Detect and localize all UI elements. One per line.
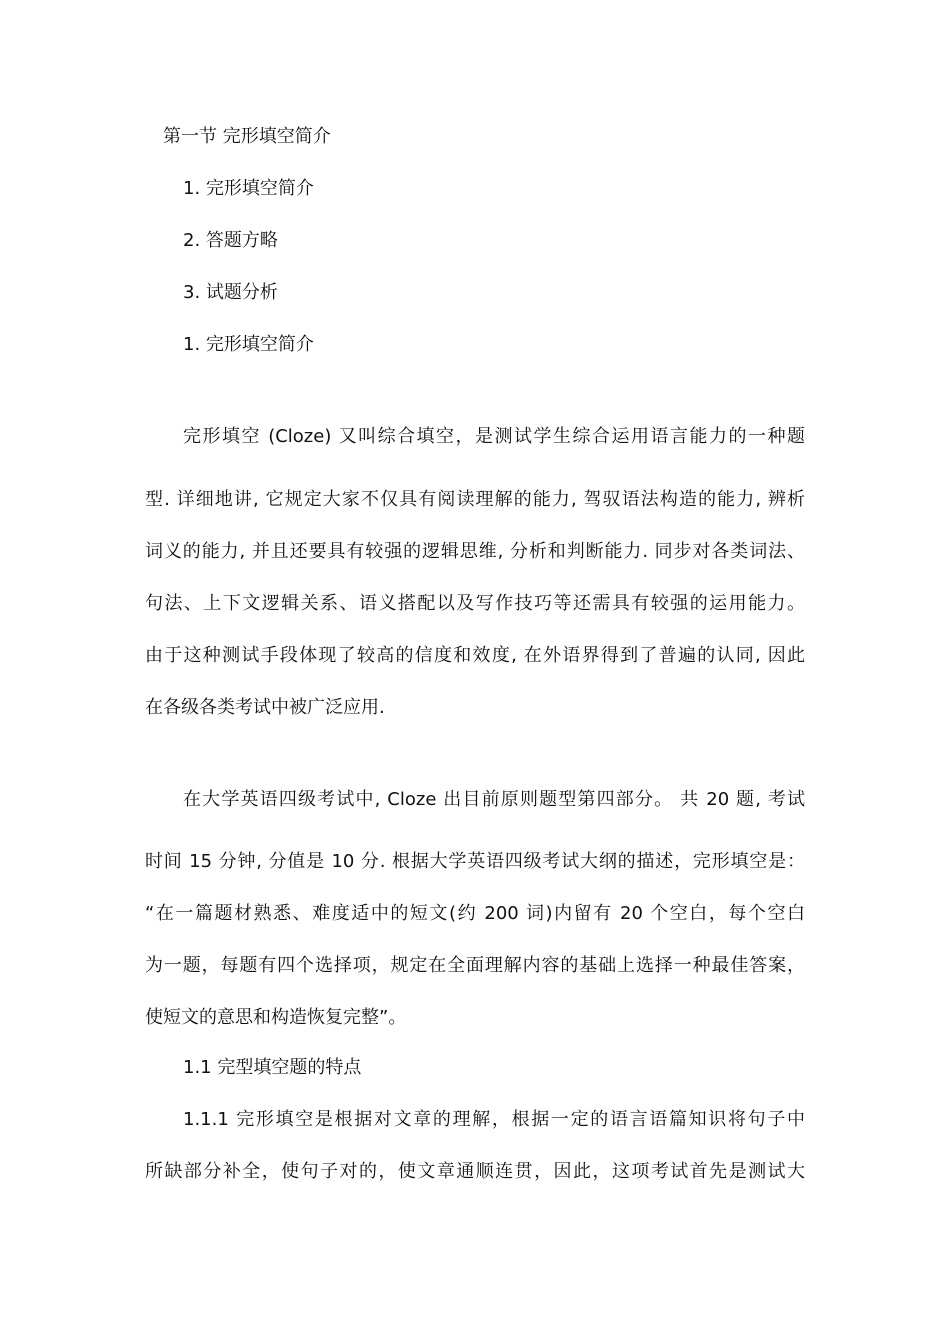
paragraph-line: “在一篇题材熟悉、难度适中的短文(约 200 词)内留有 20 个空白，每个空白 <box>145 903 805 924</box>
paragraph-line: 完形填空 (Cloze) 又叫综合填空，是测试学生综合运用语言能力的一种题 <box>183 426 805 447</box>
paragraph-line: 时间 15 分钟, 分值是 10 分. 根据大学英语四级考试大纲的描述，完形填空是： <box>145 851 805 872</box>
paragraph-line: 由于这种测试手段体现了较高的信度和效度, 在外语界得到了普遍的认同, 因此 <box>145 645 805 666</box>
toc-item: 1. 完形填空简介 <box>183 178 314 199</box>
subheading: 1.1 完型填空题的特点 <box>183 1057 362 1078</box>
toc-item: 1. 完形填空简介 <box>183 334 314 355</box>
toc-item: 2. 答题方略 <box>183 230 278 251</box>
paragraph-line: 型. 详细地讲, 它规定大家不仅具有阅读理解的能力, 驾驭语法构造的能力, 辨析 <box>145 489 805 510</box>
paragraph-line: 所缺部分补全，使句子对的，使文章通顺连贯，因此，这项考试首先是测试大 <box>145 1161 805 1182</box>
paragraph-line: 句法、上下文逻辑关系、语义搭配以及写作技巧等还需具有较强的运用能力。 <box>145 593 805 614</box>
paragraph-line: 为一题，每题有四个选择项，规定在全面理解内容的基础上选择一种最佳答案， <box>145 955 805 976</box>
paragraph-line: 词义的能力, 并且还要具有较强的逻辑思维, 分析和判断能力. 同步对各类词法、 <box>145 541 805 562</box>
toc-item: 3. 试题分析 <box>183 282 278 303</box>
paragraph-line: 1.1.1 完形填空是根据对文章的理解，根据一定的语言语篇知识将句子中 <box>183 1109 805 1130</box>
paragraph-line: 在各级各类考试中被广泛应用. <box>145 697 385 718</box>
paragraph-line: 使短文的意思和构造恢复完整”。 <box>145 1007 407 1028</box>
section-title: 第一节 完形填空简介 <box>163 126 331 147</box>
paragraph-line: 在大学英语四级考试中, Cloze 出目前原则题型第四部分。 共 20 题, 考试 <box>183 789 805 810</box>
